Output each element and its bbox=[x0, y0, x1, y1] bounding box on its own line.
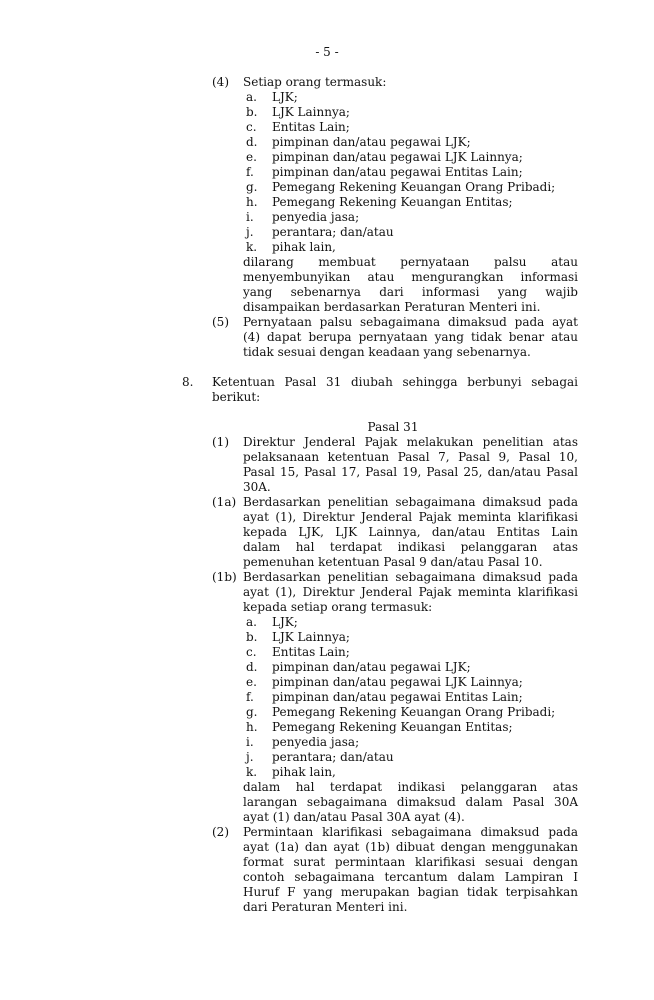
ayat-text: contoh sebagaimana tercantum dalam Lampiran I bbox=[243, 870, 578, 884]
ayat-label: (5) bbox=[212, 315, 229, 329]
ayat-text: format surat permintaan klarifikasi sesuai dengan bbox=[243, 855, 578, 869]
list-item-letter: f. bbox=[246, 165, 254, 179]
page-number: - 5 - bbox=[315, 45, 339, 59]
list-item-text: pimpinan dan/atau pegawai LJK; bbox=[272, 660, 471, 674]
ayat-text: (4) dapat berupa pernyataan yang tidak benar atau bbox=[243, 330, 578, 344]
list-item-letter: b. bbox=[246, 105, 258, 119]
list-item-letter: k. bbox=[246, 240, 258, 254]
ayat-closing-text: dilarang membuat pernyataan palsu atau bbox=[243, 255, 578, 269]
list-item-letter: i. bbox=[246, 210, 254, 224]
list-item-text: Entitas Lain; bbox=[272, 645, 350, 659]
ayat-closing-text: menyembunyikan atau mengurangkan informasi bbox=[243, 270, 578, 284]
list-item-text: LJK Lainnya; bbox=[272, 105, 350, 119]
list-item-letter: k. bbox=[246, 765, 258, 779]
list-item-text: Pemegang Rekening Keuangan Entitas; bbox=[272, 720, 513, 734]
ayat-text: pemenuhan ketentuan Pasal 9 dan/atau Pasal 10. bbox=[243, 555, 543, 569]
ayat-text: kepada LJK, LJK Lainnya, dan/atau Entitas Lain bbox=[243, 525, 578, 539]
list-item-letter: e. bbox=[246, 150, 257, 164]
ayat-text: 30A. bbox=[243, 480, 271, 494]
list-item-letter: c. bbox=[246, 645, 257, 659]
pasal-title: Pasal 31 bbox=[367, 420, 419, 434]
ayat-closing-text: larangan sebagaimana dimaksud dalam Pasal 30A bbox=[243, 795, 578, 809]
list-item-text: pihak lain, bbox=[272, 765, 336, 779]
ayat-closing-text: yang sebenarnya dari informasi yang wajib bbox=[243, 285, 578, 299]
list-item-letter: f. bbox=[246, 690, 254, 704]
ayat-label: (2) bbox=[212, 825, 229, 839]
list-item-text: penyedia jasa; bbox=[272, 735, 360, 749]
ayat-text: ayat (1), Direktur Jenderal Pajak meminta klarifikasi bbox=[243, 510, 578, 524]
ayat-text: Berdasarkan penelitian sebagaimana dimaksud pada bbox=[243, 495, 578, 509]
list-item-letter: a. bbox=[246, 90, 257, 104]
list-item-text: penyedia jasa; bbox=[272, 210, 360, 224]
ayat-label: (1) bbox=[212, 435, 229, 449]
ayat-label: (4) bbox=[212, 75, 229, 89]
list-item-text: pihak lain, bbox=[272, 240, 336, 254]
ayat-text: dalam hal terdapat indikasi pelanggaran atas bbox=[243, 540, 578, 554]
list-item-text: pimpinan dan/atau pegawai Entitas Lain; bbox=[272, 165, 523, 179]
list-item-text: Pemegang Rekening Keuangan Orang Pribadi; bbox=[272, 705, 556, 719]
list-item-letter: i. bbox=[246, 735, 254, 749]
list-item-letter: a. bbox=[246, 615, 257, 629]
ayat-text: ayat (1a) dan ayat (1b) dibuat dengan menggunakan bbox=[243, 840, 578, 854]
list-item-text: LJK Lainnya; bbox=[272, 630, 350, 644]
ayat-closing-text: ayat (1) dan/atau Pasal 30A ayat (4). bbox=[243, 810, 465, 824]
list-item-letter: b. bbox=[246, 630, 258, 644]
ayat-label: (1b) bbox=[212, 570, 237, 584]
list-item-letter: d. bbox=[246, 135, 258, 149]
ayat-label: (1a) bbox=[212, 495, 237, 509]
list-item-text: LJK; bbox=[272, 615, 298, 629]
list-item-letter: j. bbox=[246, 225, 254, 239]
ayat-text: Permintaan klarifikasi sebagaimana dimaksud pada bbox=[243, 825, 578, 839]
ayat-text: pelaksanaan ketentuan Pasal 7, Pasal 9, Pasal 10, bbox=[243, 450, 578, 464]
list-item-letter: d. bbox=[246, 660, 258, 674]
ayat-closing-text: disampaikan berdasarkan Peraturan Menteri ini. bbox=[243, 300, 541, 314]
list-item-letter: j. bbox=[246, 750, 254, 764]
ayat-text: Pernyataan palsu sebagaimana dimaksud pada ayat bbox=[243, 315, 578, 329]
list-item-text: pimpinan dan/atau pegawai LJK Lainnya; bbox=[272, 675, 523, 689]
list-item-text: pimpinan dan/atau pegawai LJK Lainnya; bbox=[272, 150, 523, 164]
list-item-text: Entitas Lain; bbox=[272, 120, 350, 134]
list-item-letter: e. bbox=[246, 675, 257, 689]
ayat-closing-text: dalam hal terdapat indikasi pelanggaran atas bbox=[243, 780, 578, 794]
list-item-letter: h. bbox=[246, 720, 258, 734]
list-item-text: Pemegang Rekening Keuangan Entitas; bbox=[272, 195, 513, 209]
list-item-text: Pemegang Rekening Keuangan Orang Pribadi; bbox=[272, 180, 556, 194]
ayat-text: Pasal 15, Pasal 17, Pasal 19, Pasal 25, dan/atau Pasal bbox=[243, 465, 578, 479]
item-text: berikut: bbox=[212, 390, 261, 404]
ayat-text: ayat (1), Direktur Jenderal Pajak meminta klarifikasi bbox=[243, 585, 578, 599]
list-item-letter: g. bbox=[246, 180, 258, 194]
list-item-text: perantara; dan/atau bbox=[272, 750, 394, 764]
ayat-text: tidak sesuai dengan keadaan yang sebenarnya. bbox=[243, 345, 531, 359]
ayat-text: kepada setiap orang termasuk: bbox=[243, 600, 433, 614]
item-number: 8. bbox=[182, 375, 194, 389]
list-item-letter: g. bbox=[246, 705, 258, 719]
list-item-letter: c. bbox=[246, 120, 257, 134]
list-item-letter: h. bbox=[246, 195, 258, 209]
list-item-text: pimpinan dan/atau pegawai Entitas Lain; bbox=[272, 690, 523, 704]
ayat-text: Direktur Jenderal Pajak melakukan penelitian atas bbox=[243, 435, 578, 449]
list-item-text: LJK; bbox=[272, 90, 298, 104]
list-item-text: pimpinan dan/atau pegawai LJK; bbox=[272, 135, 471, 149]
ayat-text: Berdasarkan penelitian sebagaimana dimaksud pada bbox=[243, 570, 578, 584]
ayat-text: Setiap orang termasuk: bbox=[243, 75, 387, 89]
list-item-text: perantara; dan/atau bbox=[272, 225, 394, 239]
ayat-text: Huruf F yang merupakan bagian tidak terpisahkan bbox=[243, 885, 578, 899]
item-text: Ketentuan Pasal 31 diubah sehingga berbunyi sebagai bbox=[212, 375, 578, 389]
ayat-text: dari Peraturan Menteri ini. bbox=[243, 900, 408, 914]
